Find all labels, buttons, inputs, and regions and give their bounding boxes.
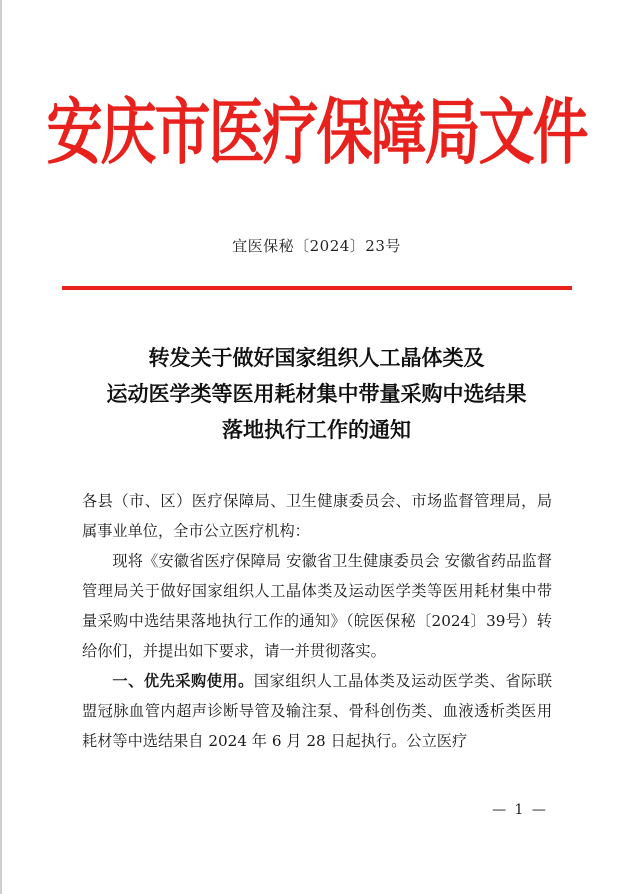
document-header-title: 安庆市医疗保障局文件 [46, 90, 587, 176]
section-1-heading: 一、优先采购使用。 [112, 672, 254, 690]
section-1-paragraph [82, 666, 552, 756]
page-number: — 1 — [492, 802, 548, 818]
notice-title-line-1: 转发关于做好国家组织人工晶体类及 [148, 346, 485, 370]
notice-title [0, 340, 633, 448]
notice-title-line-3: 落地执行工作的通知 [222, 418, 411, 442]
notice-title-line-2: 运动医学类等医用耗材集中带量采购中选结果 [106, 382, 527, 406]
document-number: 宜医保秘〔2024〕23号 [232, 237, 401, 255]
recipients-paragraph: 各县（市、区）医疗保障局、卫生健康委员会、市场监督管理局，局属事业单位，全市公立医疗机构： [82, 492, 552, 540]
forwarding-paragraph: 现将《安徽省医疗保障局 安徽省卫生健康委员会 安徽省药品监督管理局关于做好国家组织人工晶体类及运动医学类等医用耗材集中带量采购中选结果落地执行工作的通知》（皖医保秘〔2024〕39号）转给你们，并提出如下要求，请一并贯彻落实。 [82, 552, 552, 660]
red-separator-line [62, 286, 572, 290]
document-body [82, 486, 552, 756]
section-1-text: 国家组织人工晶体类及运动医学类、省际联盟冠脉血管内超声诊断导管及输注泵、骨科创伤类、血液透析类医用耗材等中选结果自 2024 年 6 月 28 日起执行。公立医疗 [82, 672, 553, 750]
